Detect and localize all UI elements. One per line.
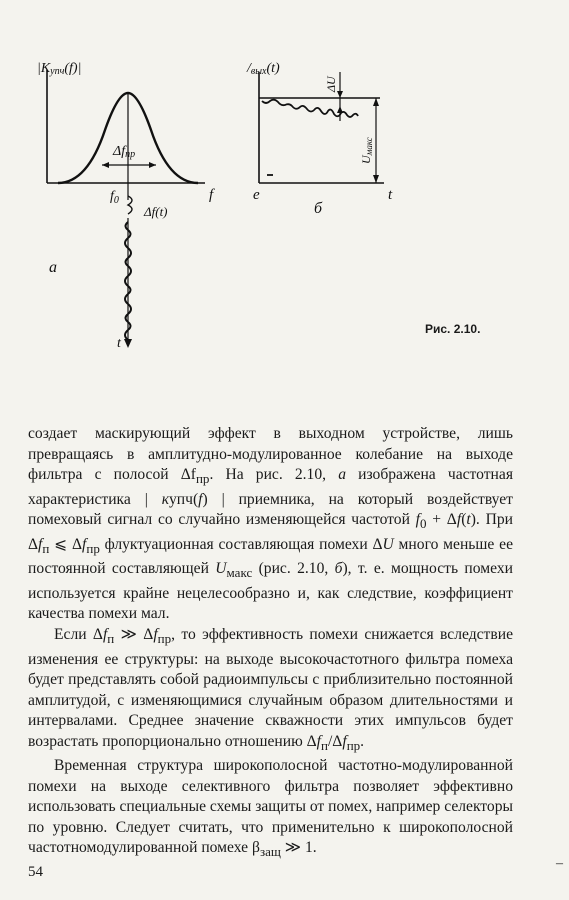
du-marker-head-bottom — [337, 106, 343, 113]
panel-b-origin-label: e — [253, 187, 260, 203]
center-frequency-label: $f_0$ — [110, 189, 119, 206]
panel-a-x-label: f — [209, 187, 214, 203]
paragraph-3: Временная структура широкополосной частотно-модулированной помехи на выходе селективного фильтра позволяет эффективно использовать специальные схемы защиты от помех, например селекторы по уровню. Следует считать, что применительно к широкополосной частотномодулированной помехе $\beta_{защ}$ ≫ 1. — [28, 757, 513, 860]
panel-b-output-waveform — [246, 61, 393, 217]
edge-mark: – — [556, 856, 563, 871]
time-axis-arrow-head — [124, 339, 132, 348]
deviation-label: Δf(t) — [144, 204, 168, 219]
paragraph-1: создает маскирующий эффект в выходном устройстве, лишь превращаясь в амплитудно-модулированное колебание на выходе фильтра с полосой $\Delta f_{пр}$. На рис. 2.10, а изображена частотная характеристика | купч(f) | приемника, на который воздействует помеховый сигнал со случайно изменяющейся частотой $f_0 + \Delta f(t)$. При $\Delta f_п$ ⩽ $\Delta f_{пр}$ флуктуационная составляющая помехи ΔU много меньше ее постоянной составляющей $U_{макс}$ (рис. 2.10, б), т. е. мощность помехи используется крайне нецелесообразно и, как следствие, коэффициент качества помехи мал. — [28, 425, 513, 623]
umax-marker-head-top — [373, 98, 379, 106]
panel-b-time-label: t — [388, 187, 393, 203]
paragraph-2: Если $\Delta f_п$ ≫ $\Delta f_{пр}$, то эффективность помехи снижается вследствие изменения ее структуры: на выходе высокочастотного фильтра помеха будет представлять собой радиоимпульсы с приблизительно постоянной амплитудой, с изменяющимися случайным образом длительностями и интервалами. Среднее значение скважности этих импульсов будет возрастать пропорционально отношению $\Delta f_п/\Delta f_{пр}$. — [28, 625, 513, 753]
bandwidth-label: Δfпр — [113, 144, 136, 160]
du-label: ΔU — [324, 76, 338, 92]
umax-marker-head-bottom — [373, 175, 379, 183]
umax-label: Uмакс — [359, 137, 374, 164]
bandwidth-arrow-left-head — [102, 162, 109, 168]
figure-caption: Рис. 2.10. — [425, 322, 481, 336]
bandwidth-arrow-right-head — [149, 162, 156, 168]
figure-2-10 — [0, 0, 569, 400]
panel-a-frequency-response — [37, 61, 215, 351]
panel-b-label: б — [314, 200, 323, 217]
page-number: 54 — [28, 864, 43, 880]
body-text — [28, 424, 513, 863]
time-label-a: t — [117, 336, 121, 351]
panel-a-y-label: |Купч(f)| — [37, 61, 82, 77]
panel-b-y-label: /вых(t) — [247, 61, 280, 77]
output-ripple-trace — [262, 100, 358, 117]
panel-a-label: а — [49, 259, 57, 276]
